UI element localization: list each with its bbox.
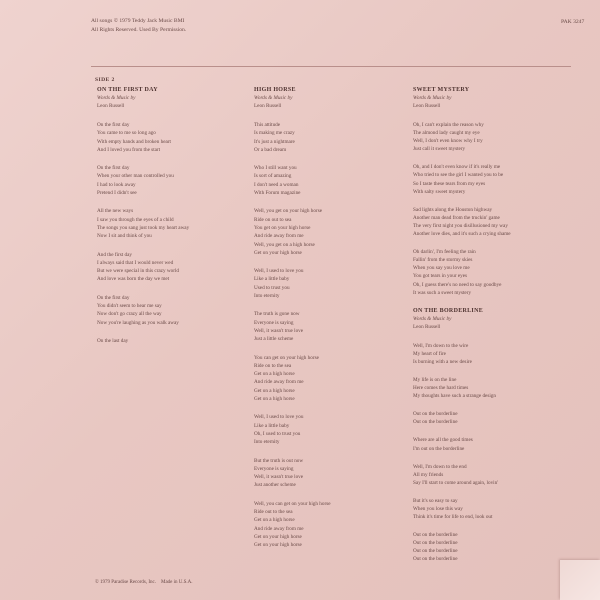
lyric-stanza [254, 413, 404, 446]
lyric-line: Well, I used to love you [254, 414, 304, 421]
lyric-line: And the first day [97, 251, 133, 258]
lyric-line: You got tears in your eyes [413, 273, 468, 280]
lyric-line: Now don't go crazy all the way [97, 311, 162, 318]
song-author: Leon Russell [413, 103, 441, 109]
lyric-stanza [97, 121, 247, 154]
lyrics-column-1 [97, 86, 247, 355]
lyric-line: Like a little baby [254, 276, 290, 283]
lyric-line: Well, you get on a high horse [254, 241, 315, 248]
lyric-line: When you say you love me [413, 265, 470, 272]
lyric-line: Get on your high horse [254, 542, 302, 549]
lyric-line: I saw you through the eyes of a child [97, 216, 174, 223]
lyric-line: The very first night you disillusioned my way [413, 222, 508, 229]
lyric-stanza [413, 436, 563, 452]
lyric-stanza [97, 337, 247, 345]
lyric-line: Oh, I can't explain the reason why [413, 122, 484, 128]
song-credit: Words & Music by [413, 95, 452, 101]
song-lyrics [413, 121, 563, 297]
lyric-stanza [413, 342, 563, 366]
lyric-stanza [97, 207, 247, 240]
lyric-line: Oh darlin', I'm feeling the rain [413, 249, 476, 256]
lyric-line: Get on your high horse [254, 533, 302, 540]
lyric-line: All my friends [413, 471, 444, 478]
lyric-line: Well, I used to love you [254, 268, 304, 275]
lyric-line: You can get on your high horse [254, 354, 319, 361]
lyric-line: The truth is gone now [254, 311, 300, 318]
lyric-line: Well, it wasn't true love [254, 327, 304, 334]
song-credit: Words & Music by [254, 95, 293, 101]
lyric-stanza [254, 267, 404, 300]
song-block [97, 86, 247, 345]
lyric-line: My heart of fire [413, 350, 446, 357]
lyric-line: But we were special in this crazy world [97, 268, 179, 275]
lyric-line: So I taste these tears from my eyes [413, 180, 486, 187]
lyric-stanza [254, 500, 404, 550]
lyric-line: This attitude [254, 122, 281, 128]
lyric-line: Where are all the good times [413, 437, 473, 444]
lyric-line: Is sort of amazing [254, 173, 292, 180]
song-lyrics [413, 342, 563, 564]
lyric-line: On the first day [97, 122, 130, 128]
lyric-line: Out on the borderline [413, 540, 458, 547]
lyric-line: And ride away from me [254, 379, 304, 386]
lyric-line: Well, it wasn't true love [254, 474, 304, 481]
lyric-line: Get on a high horse [254, 517, 295, 524]
lyric-stanza [97, 251, 247, 284]
lyric-line: But the truth is out now [254, 457, 304, 464]
lyric-line: Out on the borderline [413, 548, 458, 555]
lyric-line: Like a little baby [254, 422, 290, 429]
lyric-line: On the first day [97, 165, 130, 172]
song-credit: Words & Music by [97, 95, 136, 101]
lyric-line: Just call it sweet mystery [413, 146, 466, 153]
lyric-stanza [413, 121, 563, 153]
lyric-line: Into eternity [254, 293, 280, 300]
song-author: Leon Russell [413, 323, 441, 330]
lyric-line: You came to me so long ago [97, 130, 156, 137]
lyric-line: Now I sit and think of you [97, 233, 152, 240]
lyric-line: Say I'll start to come around again, lovin' [413, 479, 499, 486]
lyric-line: Well, I'm down to the end [413, 463, 467, 470]
lyric-line: On the first day [97, 294, 130, 301]
lyric-stanza [254, 457, 404, 490]
lyric-line: Here comes the hard times [413, 385, 469, 392]
lyric-line: Oh, I guess there's no need to say goodbye [413, 281, 502, 288]
song-lyrics [254, 121, 404, 549]
lyric-line: Just a little scheme [254, 336, 294, 343]
lyric-line: Now you're laughing as you walk away [97, 319, 179, 326]
lyric-line: When your other man controlled you [97, 173, 174, 180]
lyric-line: And I loved you from the start [97, 146, 161, 153]
copyright-line: All Rights Reserved. Used By Permission. [91, 27, 187, 33]
lyric-line: Think it's time for life to end, look out [413, 514, 493, 521]
lyric-line: Who I still want you [254, 165, 297, 172]
song-author: Leon Russell [97, 103, 125, 109]
lyric-line: Everyone is saying [254, 465, 294, 472]
side-label: SIDE 2 [95, 77, 115, 83]
lyric-line: Out on the borderline [413, 419, 458, 426]
lyric-line: Just another scheme [254, 482, 296, 489]
lyric-line: Another man dead from the truckin' game [413, 214, 500, 221]
lyric-line: It was such a sweet mystery [413, 289, 472, 296]
header-divider [91, 66, 571, 67]
lyric-line: But it's so easy to say [413, 497, 458, 504]
lyric-line: I'm out on the borderline [413, 445, 465, 452]
song-author: Leon Russell [254, 103, 282, 109]
lyric-line: Out on the borderline [413, 532, 458, 539]
lyric-line: Ride on to the sea [254, 362, 292, 369]
lyric-line: Get on your high horse [254, 249, 302, 256]
lyric-line: Ride on out to sea [254, 216, 292, 223]
lyric-line: Is burning with a new desire [413, 358, 472, 365]
lyric-line: With empty hands and broken heart [97, 138, 171, 145]
lyric-stanza [413, 497, 563, 521]
lyric-line: Get on a high horse [254, 387, 295, 394]
song-block [254, 86, 404, 549]
lyric-stanza [254, 164, 404, 197]
lyric-line: And love was born the day we met [97, 276, 170, 283]
lyric-line: Well, I don't even know why I try [413, 138, 483, 145]
lyric-line: Get on a high horse [254, 371, 295, 378]
lyric-line: Or a bad dream [254, 146, 287, 153]
lyric-line: Oh, and I don't even know if it's really me [413, 164, 501, 171]
lyric-line: You didn't seem to hear me say [97, 303, 162, 310]
lyric-stanza [413, 206, 563, 238]
lyric-line: Pretend I didn't see [97, 190, 137, 197]
lyric-line: Everyone is saying [254, 319, 294, 326]
lyric-line: You get on your high horse [254, 224, 311, 231]
lyric-stanza [254, 310, 404, 343]
song-title: ON THE FIRST DAY [97, 87, 158, 93]
lyric-line: The almond lady caught my eye [413, 130, 480, 137]
lyric-line: My life is on the line [413, 376, 457, 383]
lyric-stanza [413, 376, 563, 400]
lyric-line: I don't need a woman [254, 181, 299, 188]
lyric-stanza [254, 207, 404, 257]
song-block [413, 86, 563, 297]
lyric-line: Used to trust you [254, 284, 290, 291]
lyric-line: The songs you sang just took my heart away [97, 224, 190, 231]
lyric-stanza [413, 163, 563, 195]
lyric-line: Into eternity [254, 439, 280, 446]
lyric-line: It's just a nightmare [254, 138, 295, 145]
lyrics-column-3 [413, 86, 563, 574]
lyric-stanza [254, 354, 404, 404]
lyric-line: Sad lights along the Houston highway [413, 206, 493, 213]
lyric-stanza [413, 248, 563, 297]
lyric-line: Another love dies, and it's such a crying shame [413, 231, 511, 238]
lyric-line: With Forum magazine [254, 190, 301, 197]
song-title: HIGH HORSE [254, 87, 296, 93]
lyric-line: On the last day [97, 337, 129, 344]
lyric-stanza [254, 121, 404, 154]
copyright-notice [91, 17, 186, 35]
lyric-line: Well, you get on your high horse [254, 208, 323, 215]
lyric-line: Out on the borderline [413, 411, 458, 418]
lyric-line: When you lose this way [413, 506, 463, 512]
lyric-line: I always said that I would never wed [97, 259, 174, 266]
song-title: ON THE BORDERLINE [413, 307, 484, 314]
lyrics-column-2 [254, 86, 404, 559]
catalog-number: PAK 3247 [561, 19, 585, 25]
lyric-line: With salty sweet mystery [413, 188, 466, 195]
lyric-line: Fallin' from the stormy skies [413, 257, 473, 264]
footer-copyright: © 1979 Paradise Records, Inc. Made in U.S.A. [95, 580, 193, 585]
lyric-line: Get on a high horse [254, 396, 295, 403]
lyric-line: I had to look away [97, 181, 136, 188]
lyric-line: Well, I'm down to the wire [413, 342, 469, 349]
copyright-line: All songs © 1979 Teddy Jack Music BMI [91, 18, 185, 24]
lyric-line: Out on the borderline [413, 556, 458, 563]
lyric-stanza [413, 531, 563, 563]
lyric-line: And ride away from me [254, 525, 304, 532]
lyric-stanza [413, 410, 563, 426]
lyric-line: My thoughts have such a strange design [413, 393, 496, 400]
corner-sticker [560, 560, 600, 600]
song-credit: Words & Music by [413, 315, 452, 322]
lyric-stanza [413, 463, 563, 487]
lyric-stanza [97, 294, 247, 327]
lyric-stanza [97, 164, 247, 197]
lyric-line: And ride away from me [254, 233, 304, 240]
lyric-line: Oh, I used to trust you [254, 430, 301, 437]
lyric-line: Well, you can get on your high horse [254, 500, 331, 507]
lyric-line: Is making me crazy [254, 130, 295, 137]
song-block [413, 307, 563, 564]
lyric-line: Ride out to the sea [254, 508, 293, 515]
lyric-line: All the new ways [97, 208, 134, 215]
song-title: SWEET MYSTERY [413, 87, 470, 93]
song-lyrics [97, 121, 247, 345]
lyric-line: Who tried to see the girl I wanted you to be [413, 172, 504, 179]
